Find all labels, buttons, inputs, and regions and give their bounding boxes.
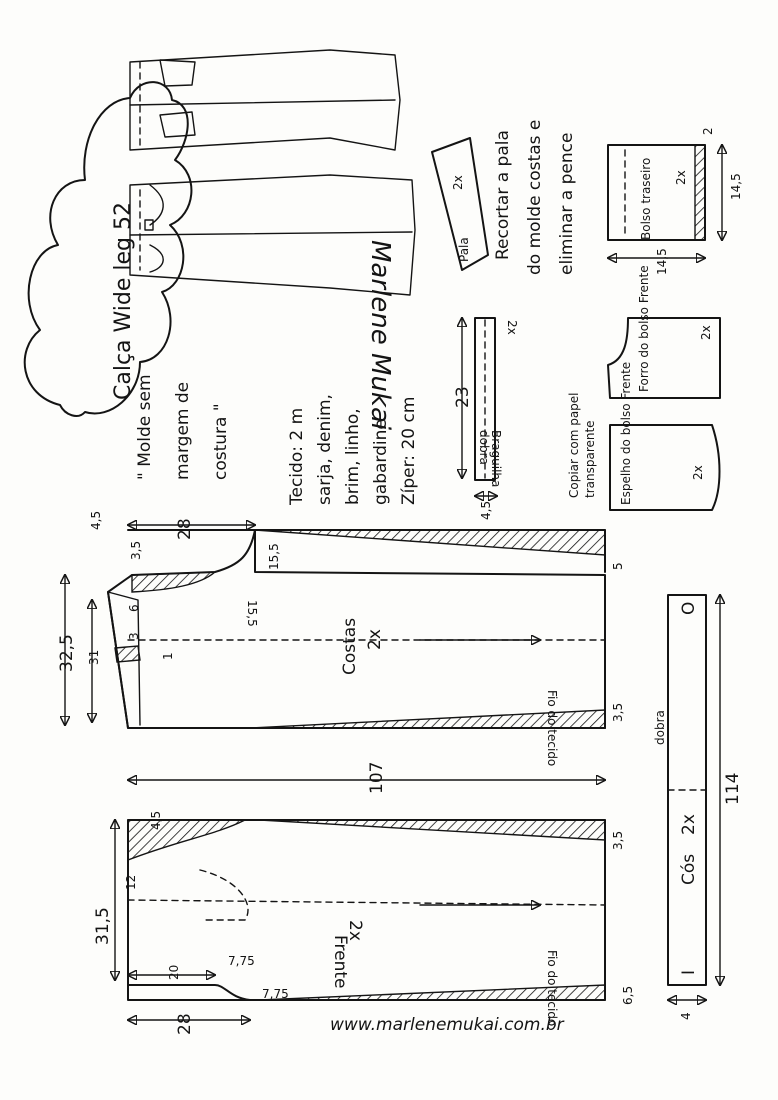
- fabric-line3: brim, linho,: [343, 408, 363, 505]
- back-hatch-crotch: [132, 572, 215, 592]
- note-line2: margem de: [173, 381, 193, 480]
- m-15-5b: 15,5: [245, 600, 259, 627]
- waistband-name: Cós: [679, 853, 699, 885]
- title-cloud: [25, 82, 192, 416]
- pocket-lining-qty: 2x: [699, 325, 713, 340]
- back-piece: [108, 530, 605, 766]
- website-text: www.marlenemukai.com.br: [330, 1015, 564, 1035]
- yoke-name: Pala: [457, 237, 471, 262]
- m-3-5-hem: 3,5: [611, 702, 625, 722]
- back-hatch-top: [255, 530, 605, 555]
- fly-fold: dobra: [477, 430, 491, 465]
- pocket-facing-name: Espelho do bolso Frente: [619, 361, 633, 505]
- yoke-qty: 2x: [451, 175, 465, 190]
- yoke-instr-line3: eliminar a pence: [557, 132, 577, 275]
- copy-line1: Copiar com papel: [567, 392, 581, 498]
- m-6-5: 6,5: [621, 985, 635, 1005]
- pocket-facing-qty: 2x: [691, 465, 705, 480]
- back-pocket-qty: 2x: [674, 170, 688, 185]
- waistband-mark-o: O: [679, 601, 699, 615]
- fly-qty: 2x: [505, 320, 519, 335]
- m-1: 1: [161, 652, 175, 660]
- waistband-piece: [653, 595, 743, 1020]
- m-3-5: 3,5: [129, 540, 143, 560]
- m-20: 20: [167, 964, 181, 980]
- back-pocket-w: 14,5: [729, 173, 743, 200]
- m-6: 6: [127, 604, 141, 612]
- m-back-mid: 31: [87, 649, 101, 665]
- pocket-lining-name: Forro do bolso Frente: [637, 265, 651, 392]
- back-name: Costas: [340, 617, 360, 675]
- back-qty: 2x: [365, 629, 385, 650]
- fabric-line4: gabardine: [371, 419, 391, 505]
- m-3-5-front: 3,5: [611, 830, 625, 850]
- signature: Marlene Mukai: [365, 240, 395, 431]
- back-pocket-h: 14,5: [655, 248, 669, 275]
- copy-line2: transparente: [583, 420, 597, 498]
- fly-piece: [453, 318, 519, 520]
- m-12: 12: [124, 874, 138, 890]
- title-text: Calça Wide leg 52: [111, 202, 136, 400]
- waistband-fold: dobra: [653, 710, 667, 745]
- yoke-instruction: [493, 120, 577, 275]
- waistband-width: 4: [679, 1012, 693, 1020]
- pocket-facing-piece: [610, 362, 720, 510]
- back-dart: [115, 646, 140, 662]
- note-line1: " Molde sem: [135, 374, 155, 480]
- waistband-qty: 2x: [679, 814, 699, 835]
- fly-length: 23: [453, 386, 473, 408]
- front-grain: Fio do tecido: [545, 950, 559, 1027]
- fly-name: Braguilha: [489, 430, 503, 488]
- yoke-instr-line2: do molde costas e: [525, 119, 545, 275]
- copy-instruction: [567, 392, 597, 498]
- m-crotch-back: 28: [175, 518, 195, 540]
- fabric-line1: Tecido: 2 m: [287, 407, 307, 505]
- m-15-5a: 15,5: [267, 543, 281, 570]
- front-hatch-side: [260, 820, 605, 840]
- back-pocket-name: Bolso traseiro: [639, 157, 653, 240]
- yoke-instr-line1: Recortar a pala: [493, 130, 513, 260]
- m-crotch-front: 28: [175, 1013, 195, 1035]
- m-length: 107: [367, 761, 387, 794]
- m-4-5-front: 4,5: [149, 810, 163, 830]
- yoke-piece: [432, 138, 488, 270]
- m-front-width: 31,5: [93, 907, 113, 945]
- note-line3: costura ": [211, 403, 231, 480]
- m-7-75b: 7,75: [262, 987, 289, 1001]
- m-7-75a: 7,75: [228, 954, 255, 968]
- back-pocket-piece: [608, 127, 743, 275]
- back-pocket-d: 2: [701, 127, 715, 135]
- fabric-line5: Zíper: 20 cm: [399, 396, 419, 505]
- waistband-mark-i: I: [679, 969, 699, 975]
- fly-width: 4,5: [479, 500, 493, 520]
- m-3: 3: [127, 632, 141, 640]
- note-block: [135, 374, 231, 480]
- front-name: Frente: [330, 935, 350, 989]
- front-piece: [128, 820, 605, 1026]
- fabric-line2: sarja, denim,: [315, 394, 335, 505]
- front-qty: 2x: [345, 920, 365, 941]
- m-4-5: 4,5: [89, 510, 103, 530]
- m-5: 5: [611, 562, 625, 570]
- jeans-sketch-back: [130, 50, 400, 150]
- fabric-info: [287, 394, 419, 506]
- front-hatch-top: [128, 820, 245, 860]
- back-grain: Fio do tecido: [545, 690, 559, 767]
- m-back-width: 32,5: [57, 634, 77, 672]
- waistband-length: 114: [723, 772, 743, 805]
